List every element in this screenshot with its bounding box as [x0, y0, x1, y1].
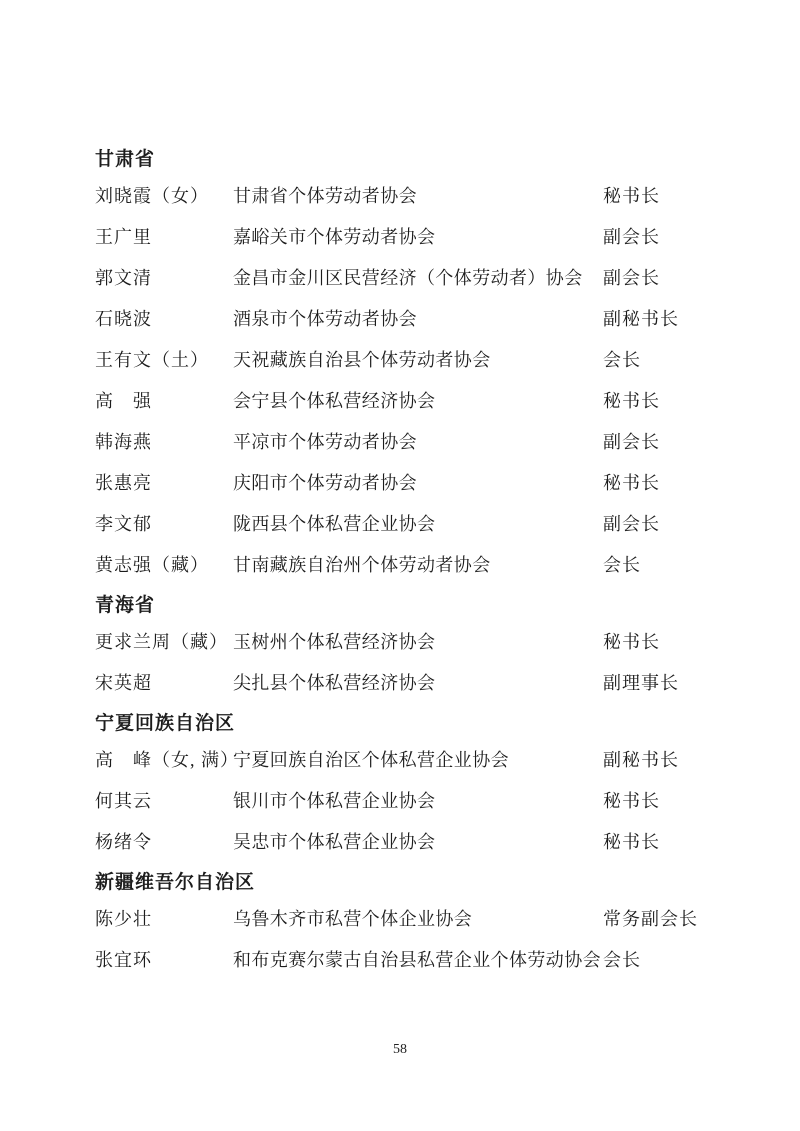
organization-name: 尖扎县个体私营经济协会 — [233, 673, 436, 693]
organization-name: 金昌市金川区民营经济（个体劳动者）协会 — [233, 268, 583, 288]
person-name: 陈少壮 — [95, 909, 152, 929]
organization-name: 酒泉市个体劳动者协会 — [233, 309, 417, 329]
role-title: 会长 — [603, 350, 641, 370]
table-row — [95, 832, 723, 852]
role-title: 秘书长 — [603, 473, 660, 493]
province-section — [95, 714, 723, 852]
table-row — [95, 350, 723, 370]
role-title: 秘书长 — [603, 391, 660, 411]
table-row — [95, 473, 723, 493]
table-row — [95, 309, 723, 329]
table-row — [95, 909, 723, 929]
province-heading: 宁夏回族自治区 — [95, 713, 236, 734]
table-row — [95, 227, 723, 247]
province-section — [95, 596, 723, 693]
organization-name: 会宁县个体私营经济协会 — [233, 391, 436, 411]
person-name: 刘晓霞（女） — [95, 186, 209, 206]
role-title: 秘书长 — [603, 632, 660, 652]
organization-name: 玉树州个体私营经济协会 — [233, 632, 436, 652]
person-name: 更求兰周（藏） — [95, 632, 228, 652]
province-section — [95, 150, 723, 575]
person-name: 高 强 — [95, 391, 152, 411]
person-name: 黄志强（藏） — [95, 555, 209, 575]
organization-name: 宁夏回族自治区个体私营企业协会 — [233, 750, 509, 770]
role-title: 副理事长 — [603, 673, 679, 693]
person-name: 张宜环 — [95, 950, 152, 970]
table-row — [95, 950, 723, 970]
organization-name: 吴忠市个体私营企业协会 — [233, 832, 436, 852]
table-row — [95, 750, 723, 770]
table-row — [95, 555, 723, 575]
table-row — [95, 632, 723, 652]
person-name: 石晓波 — [95, 309, 152, 329]
province-heading: 新疆维吾尔自治区 — [95, 872, 256, 893]
organization-name: 银川市个体私营企业协会 — [233, 791, 436, 811]
table-row — [95, 673, 723, 693]
organization-name: 嘉峪关市个体劳动者协会 — [233, 227, 436, 247]
role-title: 副秘书长 — [603, 309, 679, 329]
organization-name: 甘肃省个体劳动者协会 — [233, 186, 417, 206]
role-title: 副会长 — [603, 432, 660, 452]
person-name: 李文郁 — [95, 514, 152, 534]
table-row — [95, 391, 723, 411]
table-row — [95, 514, 723, 534]
province-heading: 青海省 — [95, 595, 156, 616]
role-title: 常务副会长 — [603, 909, 698, 929]
organization-name: 和布克赛尔蒙古自治县私营企业个体劳动协会 — [233, 950, 601, 970]
province-section — [95, 873, 723, 970]
person-name: 何其云 — [95, 791, 152, 811]
person-name: 杨绪令 — [95, 832, 152, 852]
organization-name: 庆阳市个体劳动者协会 — [233, 473, 417, 493]
person-name: 王有文（土） — [95, 350, 209, 370]
roster-list — [95, 150, 723, 991]
organization-name: 乌鲁木齐市私营个体企业协会 — [233, 909, 473, 929]
page-number: 58 — [393, 1042, 407, 1057]
role-title: 副会长 — [603, 227, 660, 247]
organization-name: 天祝藏族自治县个体劳动者协会 — [233, 350, 491, 370]
table-row — [95, 791, 723, 811]
person-name: 王广里 — [95, 227, 152, 247]
role-title: 秘书长 — [603, 791, 660, 811]
person-name: 郭文清 — [95, 268, 152, 288]
table-row — [95, 186, 723, 206]
province-heading: 甘肃省 — [95, 149, 156, 170]
role-title: 会长 — [603, 555, 641, 575]
person-name: 宋英超 — [95, 673, 152, 693]
role-title: 副会长 — [603, 268, 660, 288]
organization-name: 甘南藏族自治州个体劳动者协会 — [233, 555, 491, 575]
role-title: 会长 — [603, 950, 641, 970]
role-title: 秘书长 — [603, 832, 660, 852]
organization-name: 平凉市个体劳动者协会 — [233, 432, 417, 452]
person-name: 高 峰（女, 满） — [95, 750, 239, 770]
person-name: 韩海燕 — [95, 432, 152, 452]
person-name: 张惠亮 — [95, 473, 152, 493]
table-row — [95, 268, 723, 288]
table-row — [95, 432, 723, 452]
role-title: 副会长 — [603, 514, 660, 534]
organization-name: 陇西县个体私营企业协会 — [233, 514, 436, 534]
role-title: 秘书长 — [603, 186, 660, 206]
role-title: 副秘书长 — [603, 750, 679, 770]
